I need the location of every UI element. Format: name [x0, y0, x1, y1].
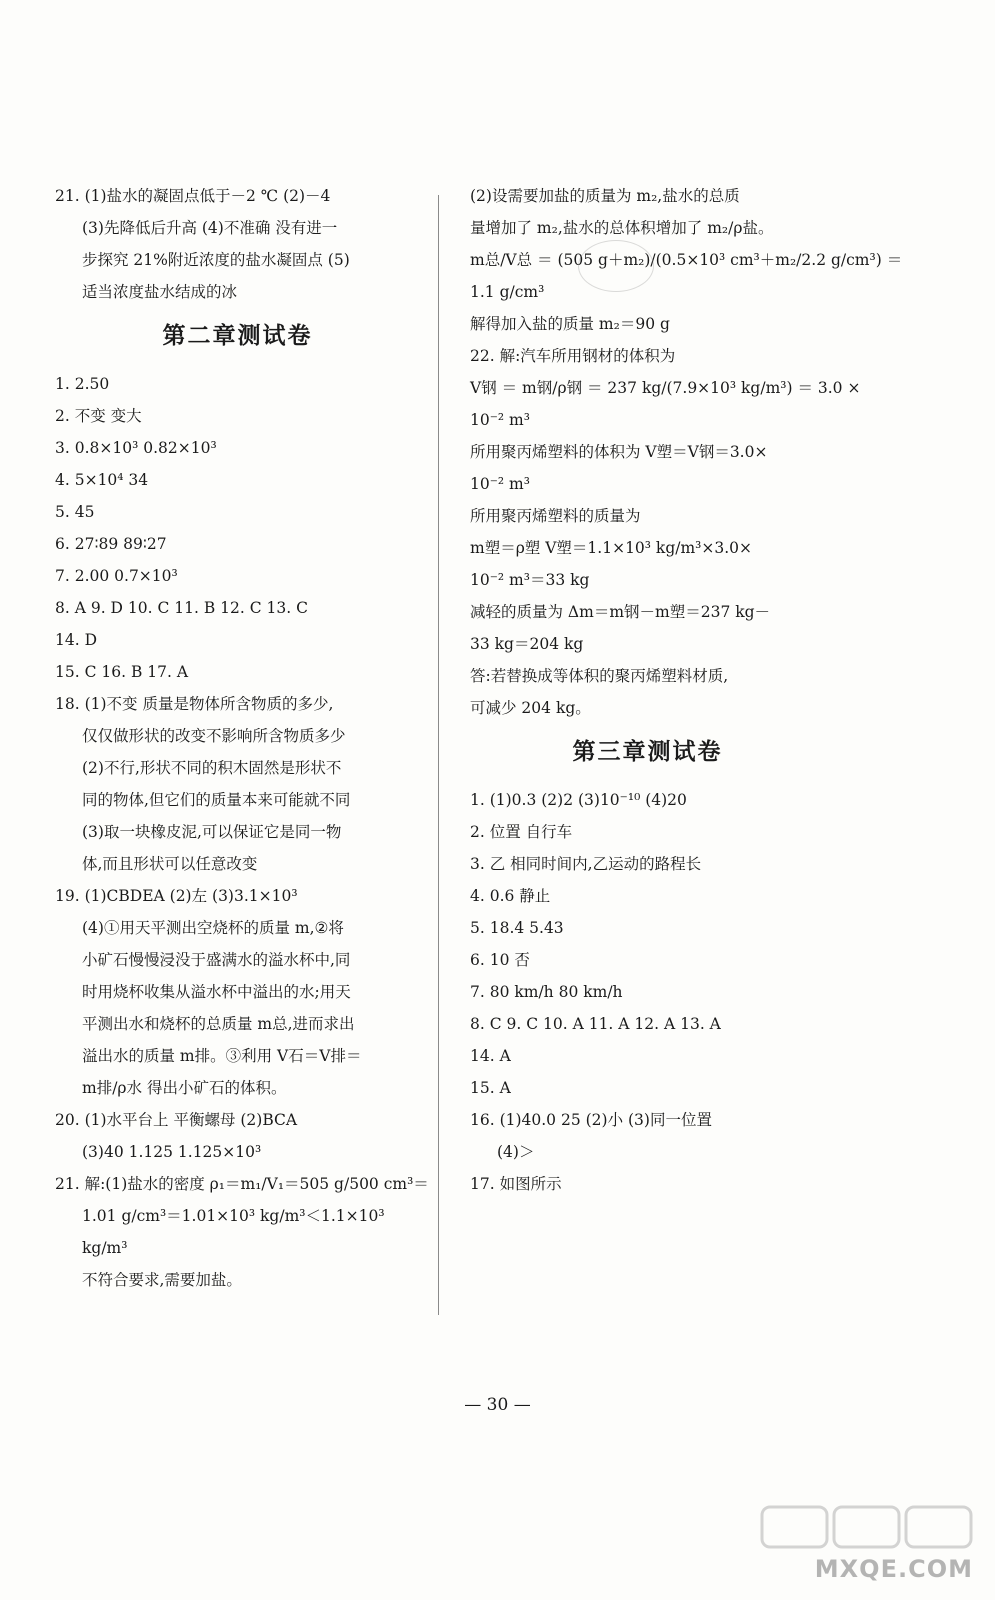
answer-line: 5. 18.4 5.43: [470, 919, 564, 937]
answer-line: 19. (1)CBDEA (2)左 (3)3.1×10³: [55, 887, 298, 905]
answer-line: 6. 27∶89 89∶27: [55, 535, 167, 553]
stamp-mark: [578, 240, 654, 292]
answer-line: (2)设需要加盐的质量为 m₂,盐水的总质: [470, 187, 740, 205]
answer-line: 15. A: [470, 1079, 511, 1097]
page-number: — 30 —: [464, 1395, 531, 1415]
answer-line: 4. 0.6 静止: [470, 887, 551, 905]
answer-line: (4)①用天平测出空烧杯的质量 m,②将: [82, 919, 344, 937]
answer-line: 溢出水的质量 m排。③利用 V石＝V排＝: [82, 1047, 362, 1065]
answer-line: (3)40 1.125 1.125×10³: [82, 1143, 262, 1161]
right-column: [470, 180, 903, 1200]
answer-line: 3. 乙 相同时间内,乙运动的路程长: [470, 855, 702, 873]
answer-line: 答:若替换成等体积的聚丙烯塑料材质,: [470, 667, 729, 685]
answer-line: 2. 不变 变大: [55, 407, 142, 425]
answer-line: kg/m³: [82, 1239, 128, 1257]
section-heading: 第二章测试卷: [162, 323, 313, 349]
answer-line: 可减少 204 kg。: [470, 699, 591, 717]
answer-line: 17. 如图所示: [470, 1175, 562, 1193]
answer-line: 10⁻² m³: [470, 475, 530, 493]
answer-line: 时用烧杯收集从溢水杯中溢出的水;用天: [82, 983, 351, 1001]
answer-line: 10⁻² m³＝33 kg: [470, 571, 590, 589]
answer-line: 步探究 21%附近浓度的盐水凝固点 (5): [82, 251, 350, 269]
column-divider: [438, 195, 439, 1315]
answer-line: 1. 2.50: [55, 375, 110, 393]
answer-line: 1.1 g/cm³: [470, 283, 545, 301]
answer-line: 14. A: [470, 1047, 511, 1065]
answer-line: 10⁻² m³: [470, 411, 530, 429]
answer-line: 量增加了 m₂,盐水的总体积增加了 m₂/ρ盐。: [470, 219, 774, 237]
answer-line: 所用聚丙烯塑料的质量为: [470, 507, 641, 525]
answer-line: m塑＝ρ塑 V塑＝1.1×10³ kg/m³×3.0×: [470, 539, 753, 557]
answer-line: 21. (1)盐水的凝固点低于－2 ℃ (2)－4: [55, 187, 331, 205]
answer-line: 4. 5×10⁴ 34: [55, 471, 149, 489]
answer-line: 3. 0.8×10³ 0.82×10³: [55, 439, 217, 457]
answer-line: 14. D: [55, 631, 98, 649]
answer-line: 8. A 9. D 10. C 11. B 12. C 13. C: [55, 599, 308, 617]
answer-line: 7. 80 km/h 80 km/h: [470, 983, 623, 1001]
answer-line: 减轻的质量为 Δm＝m钢－m塑＝237 kg－: [470, 603, 771, 621]
answer-line: 7. 2.00 0.7×10³: [55, 567, 178, 585]
answer-line: 33 kg＝204 kg: [470, 635, 584, 653]
answer-line: 5. 45: [55, 503, 95, 521]
watermark-text: MXQE.COM: [814, 1555, 973, 1583]
answer-line: 16. (1)40.0 25 (2)小 (3)同一位置: [470, 1111, 712, 1129]
answer-line: 1. (1)0.3 (2)2 (3)10⁻¹⁰ (4)20: [470, 791, 687, 809]
answer-line: 8. C 9. C 10. A 11. A 12. A 13. A: [470, 1015, 721, 1033]
answer-line: 20. (1)水平台上 平衡螺母 (2)BCA: [55, 1111, 298, 1129]
answer-line: (3)先降低后升高 (4)不准确 没有进一: [82, 219, 338, 237]
answer-line: 所用聚丙烯塑料的体积为 V塑＝V钢＝3.0×: [470, 443, 768, 461]
answer-line: 18. (1)不变 质量是物体所含物质的多少,: [55, 695, 334, 713]
answer-line: 小矿石慢慢浸没于盛满水的溢水杯中,同: [82, 951, 351, 969]
answer-line: 平测出水和烧杯的总质量 m总,进而求出: [82, 1015, 355, 1033]
answer-line: (4)＞: [497, 1143, 535, 1161]
answer-line: 体,而且形状可以任意改变: [82, 855, 258, 873]
answer-line: 15. C 16. B 17. A: [55, 663, 189, 681]
left-column: [55, 180, 429, 1296]
answer-line: 同的物体,但它们的质量本来可能就不同: [82, 791, 351, 809]
answer-line: (3)取一块橡皮泥,可以保证它是同一物: [82, 823, 342, 841]
answer-line: m排/ρ水 得出小矿石的体积。: [82, 1079, 287, 1097]
answer-line: V钢 ＝ m钢/ρ钢 ＝ 237 kg/(7.9×10³ kg/m³) ＝ 3.0 ×: [470, 379, 861, 397]
answer-line: 不符合要求,需要加盐。: [82, 1271, 242, 1289]
answer-line: 1.01 g/cm³＝1.01×10³ kg/m³＜1.1×10³: [82, 1207, 385, 1225]
answer-line: m总/V总 ＝ (505 g＋m₂)/(0.5×10³ cm³＋m₂/2.2 g/cm³) ＝: [470, 251, 903, 269]
answer-line: 21. 解:(1)盐水的密度 ρ₁＝m₁/V₁＝505 g/500 cm³＝: [55, 1175, 429, 1193]
answer-line: 适当浓度盐水结成的冰: [82, 283, 238, 301]
answer-line: 22. 解:汽车所用钢材的体积为: [470, 347, 676, 365]
section-heading: 第三章测试卷: [572, 739, 723, 765]
answer-line: 仅仅做形状的改变不影响所含物质多少: [82, 727, 346, 745]
answer-line: 解得加入盐的质量 m₂＝90 g: [470, 315, 670, 333]
answer-line: 6. 10 否: [470, 951, 530, 969]
answer-line: (2)不行,形状不同的积木固然是形状不: [82, 759, 342, 777]
answer-line: 2. 位置 自行车: [470, 823, 573, 841]
